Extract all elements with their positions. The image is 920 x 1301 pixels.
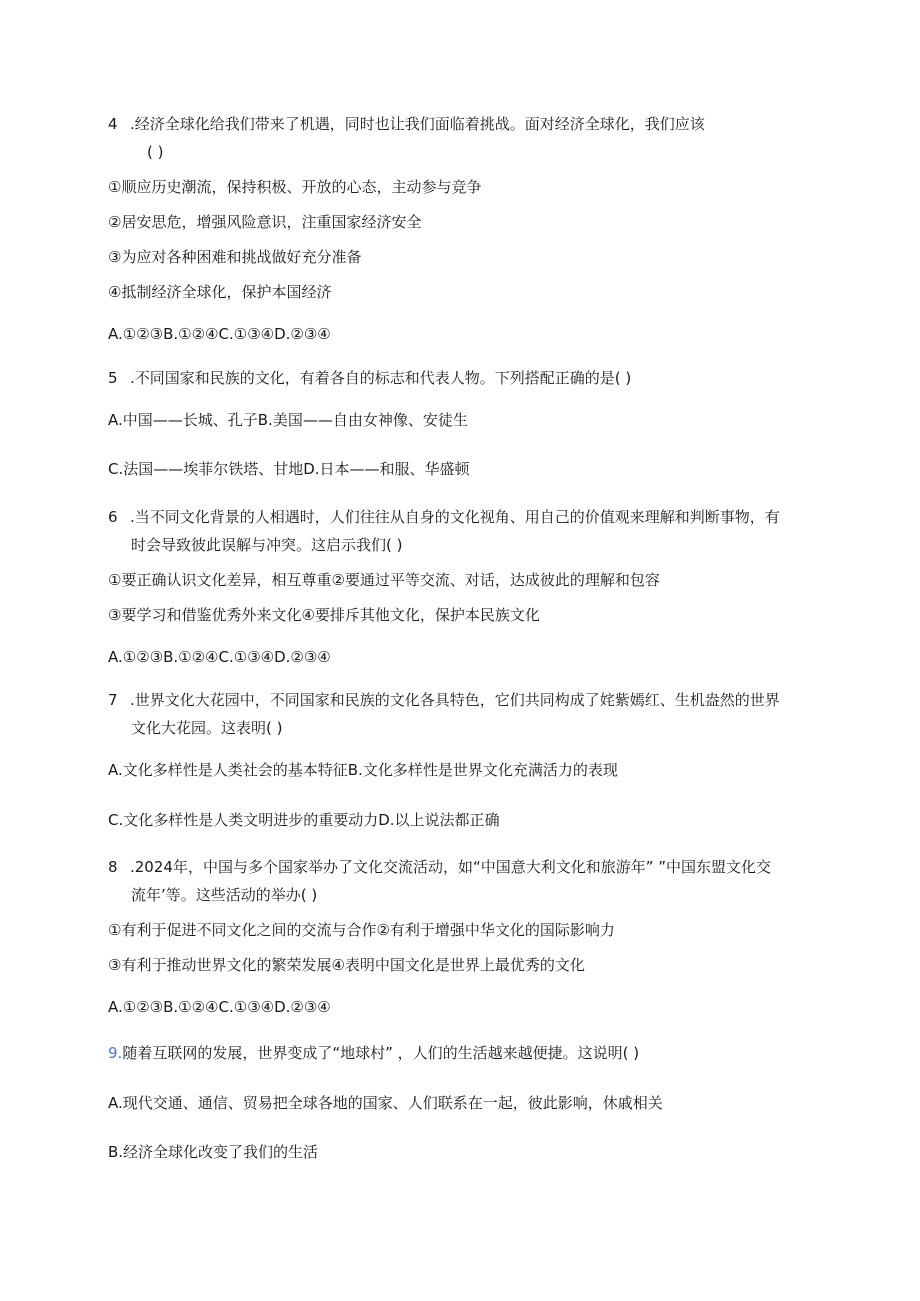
answer-choices: A.①②③B.①②④C.①③④D.②③④ xyxy=(108,648,331,666)
statement-4: ④抵制经济全球化，保护本国经济 xyxy=(108,283,332,301)
question-7-stem-cont: 文化大花园。这表明( ) xyxy=(131,719,283,737)
statement-1: ①顺应历史潮流，保持积极、开放的心态，主动参与竞争 xyxy=(108,178,482,196)
answer-choices-ab: A.中国——长城、孔子B.美国——自由女神像、安徒生 xyxy=(108,411,468,429)
question-text: 随着互联网的发展，世界变成了“地球村” ，人们的生活越来越便捷。这说明( ) xyxy=(122,1044,640,1062)
question-number: 7 xyxy=(108,691,118,709)
question-5-stem xyxy=(108,367,631,389)
answer-choices: A.①②③B.①②④C.①③④D.②③④ xyxy=(108,998,331,1016)
question-number: 6 xyxy=(108,508,118,526)
question-number: 4 xyxy=(108,115,118,133)
question-8-stem-cont: 流年’等。这些活动的举办( ) xyxy=(131,886,318,904)
answer-choice-a: A.现代交通、通信、贸易把全球各地的国家、人们联系在一起，彼此影响，休戚相关 xyxy=(108,1094,663,1112)
question-number: 9. xyxy=(108,1044,123,1062)
question-text: .2024年，中国与多个国家举办了文化交流活动，如“中国意大利文化和旅游年” ”中国东盟文化交 xyxy=(130,858,772,876)
question-text: .不同国家和民族的文化，有着各自的标志和代表人物。下列搭配正确的是( ) xyxy=(130,369,632,387)
statements-1-2: ①要正确认识文化差异，相互尊重②要通过平等交流、对话，达成彼此的理解和包容 xyxy=(108,571,660,589)
statements-3-4: ③要学习和借鉴优秀外来文化④要排斥其他文化，保护本民族文化 xyxy=(108,606,540,624)
answer-choices-cd: C.法国——埃菲尔铁塔、甘地D.日本——和服、华盛顿 xyxy=(108,460,470,478)
question-number: 8 xyxy=(108,858,118,876)
question-text: .经济全球化给我们带来了机遇，同时也让我们面临着挑战。面对经济全球化，我们应该 xyxy=(130,115,705,133)
question-4-stem xyxy=(108,113,705,135)
question-text: .世界文化大花园中，不同国家和民族的文化各具特色，它们共同构成了姹紫嫣红、生机盎然的世界 xyxy=(130,691,780,709)
question-8-stem xyxy=(108,856,771,878)
answer-choice-b: B.经济全球化改变了我们的生活 xyxy=(108,1143,319,1161)
question-9-stem xyxy=(108,1042,639,1064)
question-number: 5 xyxy=(108,369,118,387)
answer-choices: A.①②③B.①②④C.①③④D.②③④ xyxy=(108,325,331,343)
statement-3: ③为应对各种困难和挑战做好充分准备 xyxy=(108,248,362,266)
question-6-stem xyxy=(108,506,780,528)
statements-3-4: ③有利于推动世界文化的繁荣发展④表明中国文化是世界上最优秀的文化 xyxy=(108,956,585,974)
answer-choices-cd: C.文化多样性是人类文明进步的重要动力D.以上说法都正确 xyxy=(108,811,500,829)
statement-2: ②居安思危，增强风险意识，注重国家经济安全 xyxy=(108,213,422,231)
question-7-stem xyxy=(108,689,780,711)
answer-blank: ( ) xyxy=(147,143,164,161)
question-text: .当不同文化背景的人相遇时，人们往往从自身的文化视角、用自己的价值观来理解和判断事物，有 xyxy=(130,508,780,526)
statements-1-2: ①有利于促进不同文化之间的交流与合作②有利于增强中华文化的国际影响力 xyxy=(108,921,615,939)
question-6-stem-cont: 时会导致彼此误解与冲突。这启示我们( ) xyxy=(131,536,403,554)
answer-choices-ab: A.文化多样性是人类社会的基本特征B.文化多样性是世界文化充满活力的表现 xyxy=(108,761,618,779)
